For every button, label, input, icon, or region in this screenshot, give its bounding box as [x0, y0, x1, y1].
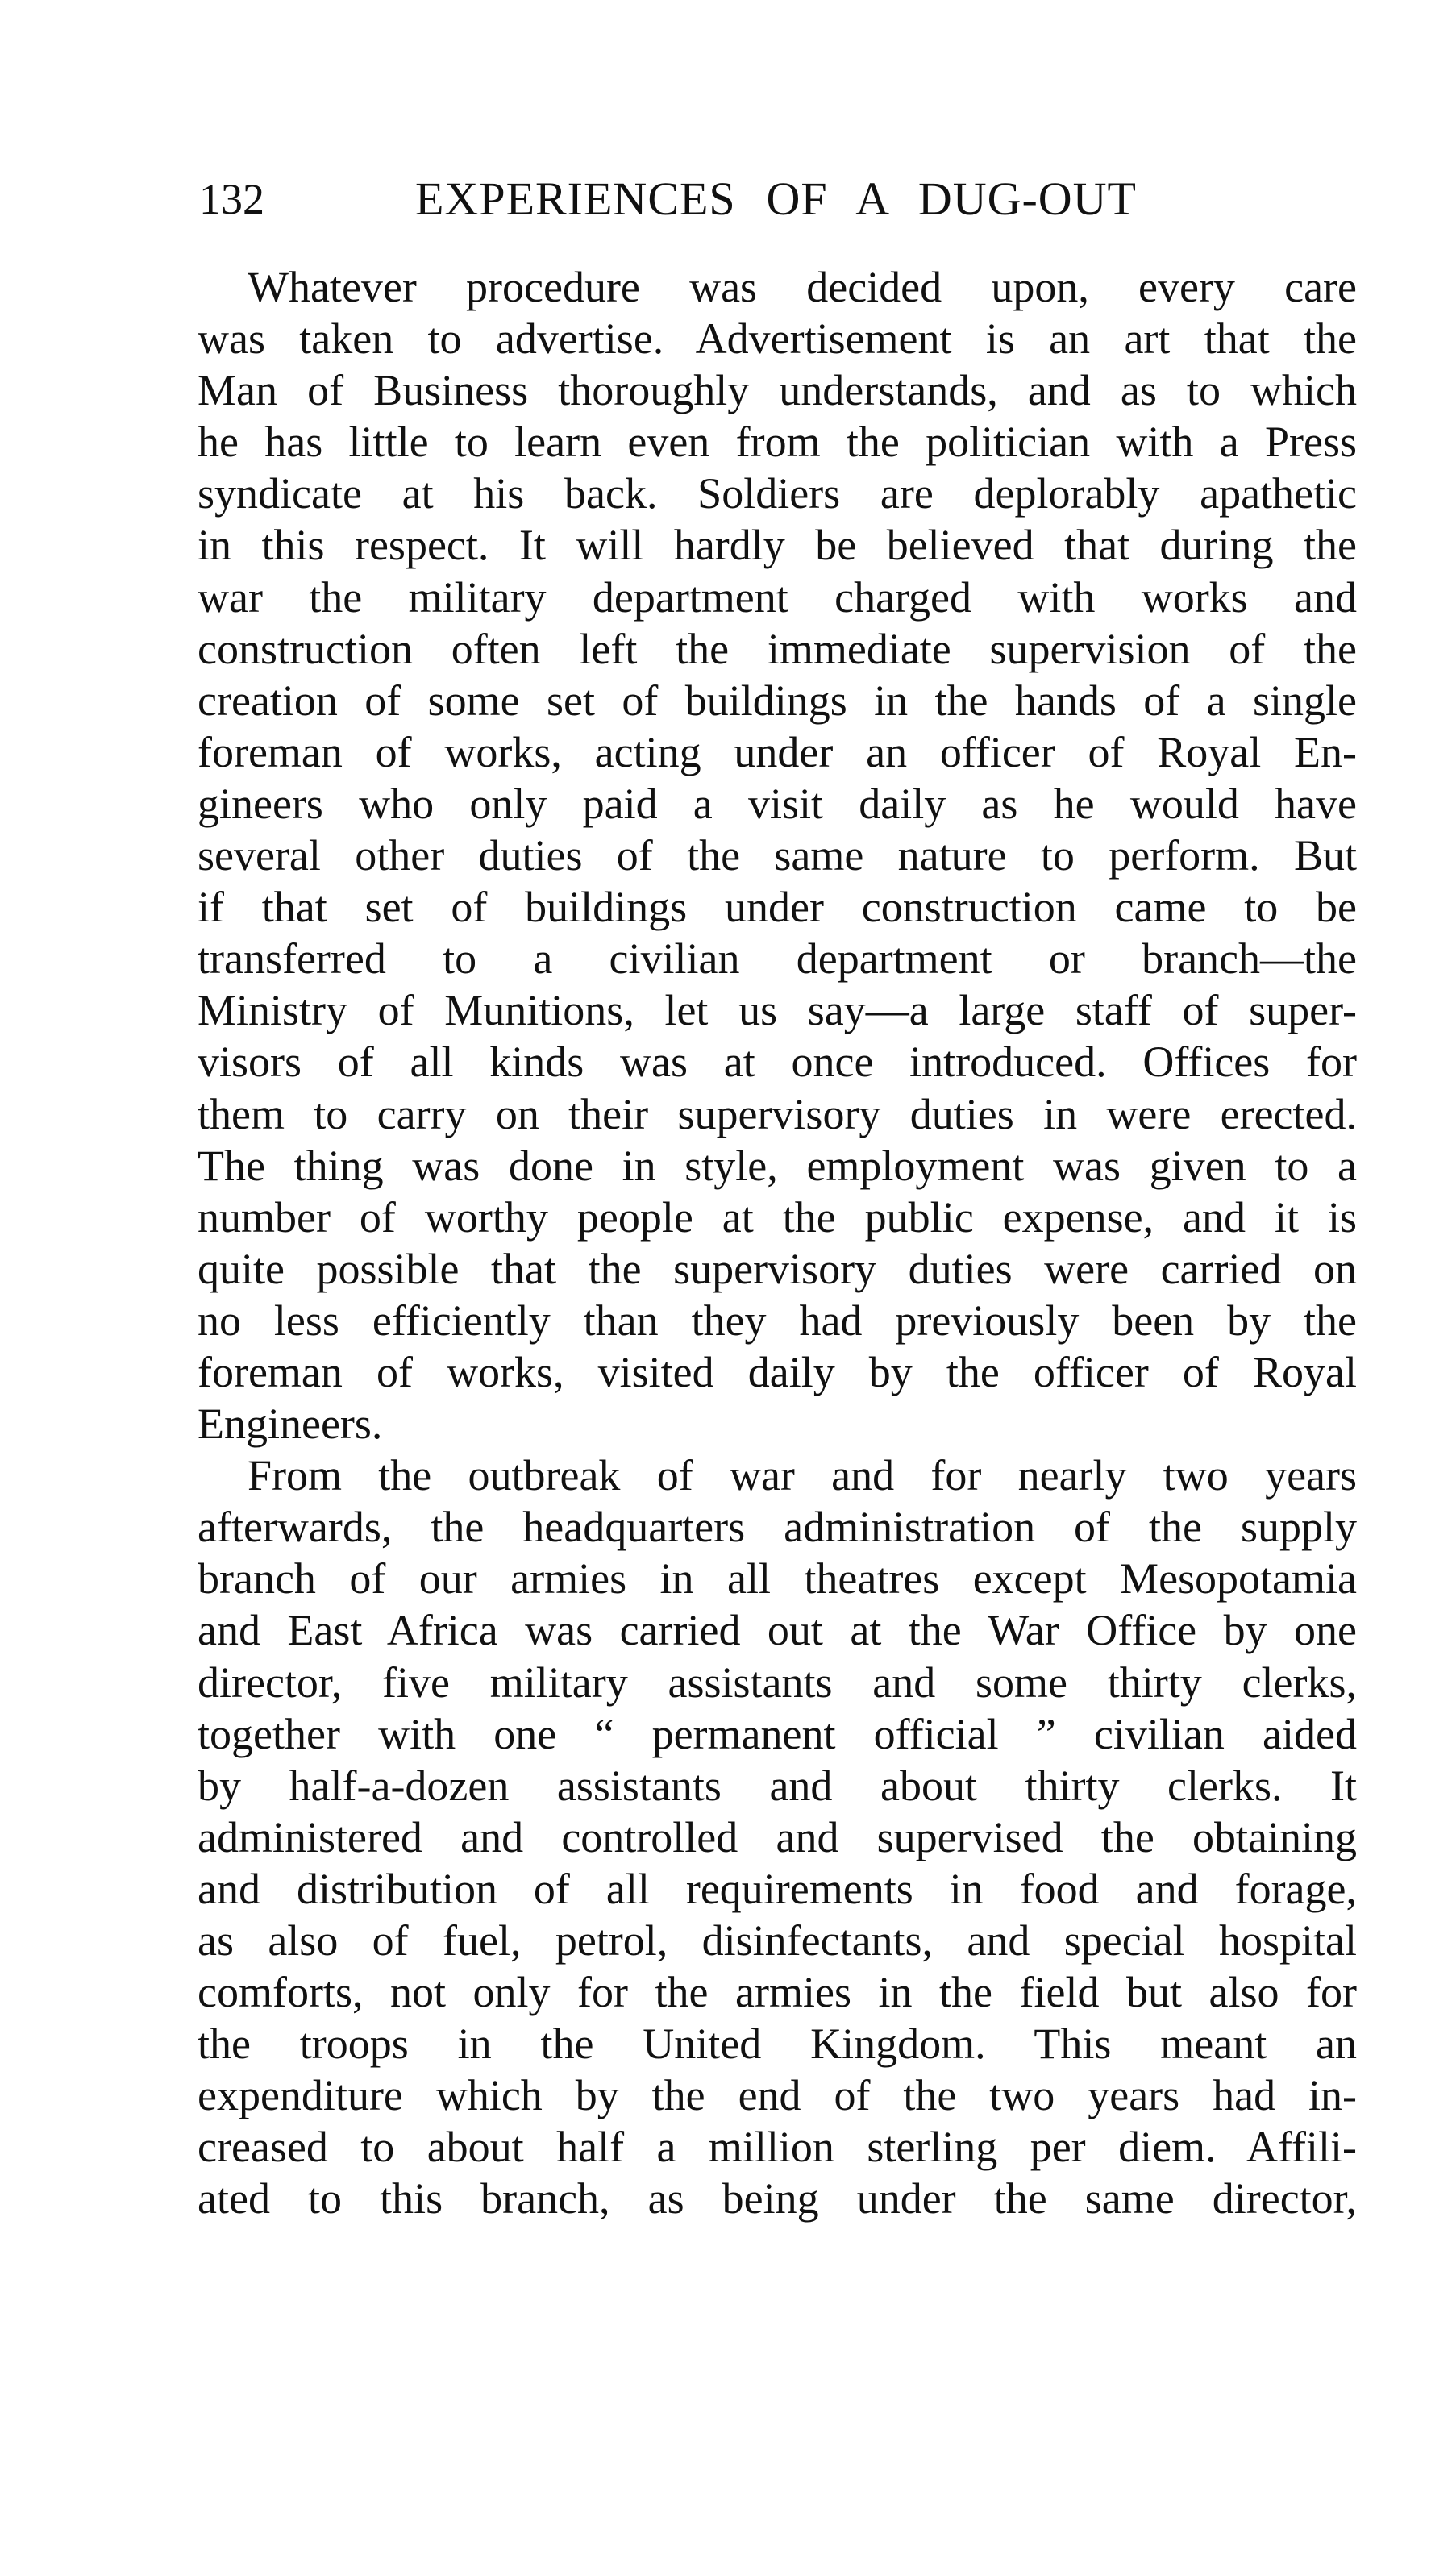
text-line: comforts, not only for the armies in the field but also for — [198, 1968, 1357, 2017]
body-text — [198, 261, 1357, 2225]
text-line: syndicate at his back. Soldiers are deplorably apathetic — [198, 469, 1357, 518]
text-line: number of worthy people at the public expense, and it is — [198, 1192, 1357, 1242]
text-line: by half-a-dozen assistants and about thirty clerks. It — [198, 1761, 1357, 1810]
text-line: foreman of works, acting under an officer of Royal En- — [198, 727, 1357, 776]
text-line: if that set of buildings under construction came to be — [198, 883, 1357, 932]
text-line: construction often left the immediate supervision of the — [198, 624, 1357, 673]
text-line: creased to about half a million sterling per diem. Affili- — [198, 2123, 1357, 2172]
text-line: and distribution of all requirements in food and forage, — [198, 1864, 1357, 1913]
text-line: Ministry of Munitions, let us say—a large staff of super- — [198, 986, 1357, 1035]
text-line: was taken to advertise. Advertisement is an art that the — [198, 314, 1357, 364]
running-title: EXPERIENCES OF A DUG-OUT — [415, 173, 1137, 225]
text-line: foreman of works, visited daily by the officer of Royal — [198, 1347, 1357, 1396]
text-line: war the military department charged with works and — [198, 572, 1357, 622]
text-line: ated to this branch, as being under the same director, — [198, 2174, 1357, 2223]
text-line: quite possible that the supervisory duties were carried on — [198, 1244, 1357, 1293]
text-line: The thing was done in style, employment was given to a — [198, 1141, 1357, 1190]
text-line: the troops in the United Kingdom. This meant an — [198, 2019, 1357, 2069]
text-line: transferred to a civilian department or branch—the — [198, 934, 1357, 984]
text-line: them to carry on their supervisory duties in were erected. — [198, 1089, 1357, 1138]
text-line: From the outbreak of war and for nearly two years — [248, 1451, 1357, 1500]
text-line: he has little to learn even from the politician with a Press — [198, 418, 1357, 467]
text-line: administered and controlled and supervised the obtaining — [198, 1812, 1357, 1861]
text-line: together with one “ permanent official ” civilian aided — [198, 1709, 1357, 1758]
text-line: Engineers. — [198, 1400, 383, 1449]
text-line: gineers who only paid a visit daily as he would have — [198, 779, 1357, 828]
text-line: Whatever procedure was decided upon, every care — [248, 263, 1357, 311]
text-line: as also of fuel, petrol, disinfectants, and special hospital — [198, 1916, 1357, 1965]
text-line: afterwards, the headquarters administration of the supply — [198, 1503, 1357, 1552]
text-line: expenditure which by the end of the two years had in- — [198, 2071, 1357, 2120]
text-line: creation of some set of buildings in the hands of a single — [198, 676, 1357, 725]
page-number: 132 — [199, 175, 264, 223]
text-line: director, five military assistants and some thirty clerks, — [198, 1658, 1357, 1707]
text-line: branch of our armies in all theatres except Mesopotamia — [198, 1554, 1357, 1604]
text-line: in this respect. It will hardly be believed that during the — [198, 521, 1357, 570]
text-line: several other duties of the same nature to perform. But — [198, 831, 1357, 880]
text-line: Man of Business thoroughly understands, and as to which — [198, 366, 1357, 415]
text-line: and East Africa was carried out at the War Office by one — [198, 1606, 1357, 1655]
text-line: no less efficiently than they had previously been by the — [198, 1296, 1357, 1345]
text-line: visors of all kinds was at once introduced. Offices for — [198, 1038, 1357, 1087]
